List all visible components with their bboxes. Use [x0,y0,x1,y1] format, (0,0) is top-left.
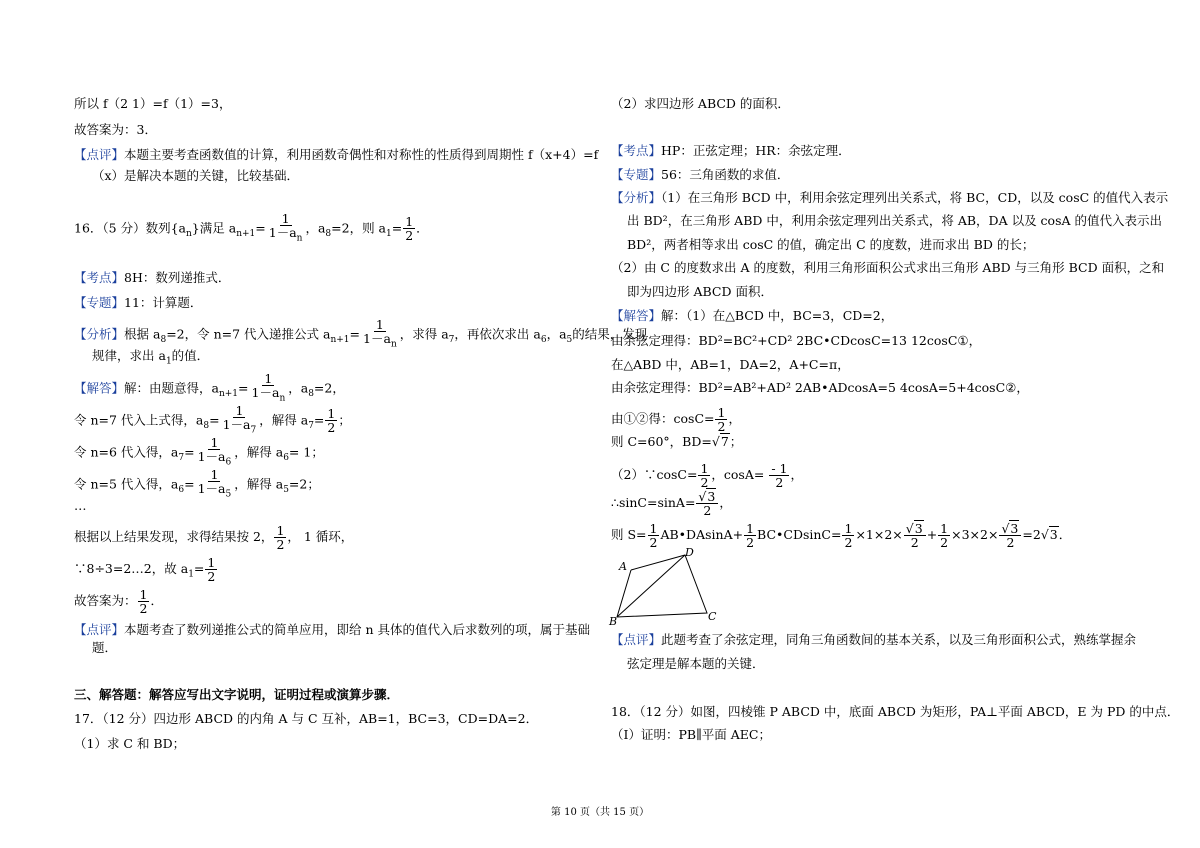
solution-line: ∴sinC=sinA= $\frac{√3}{2}$ ， [611,489,732,518]
question-17-part2: （2）求四边形 ABCD 的面积． [611,96,790,111]
solution-line: 在△ABD 中，AB=1，DA=2，A+C=π， [611,357,850,372]
fenxi-line-4: （2）由 C 的度数求出 A 的度数，利用三角形面积公式求出三角形 ABD 与三角形 BCD 面积，之和 [611,260,1165,275]
solution-line: 由余弦定理得：BD²=BC²+CD² 2BC•CDcosC=13 12cosC①， [611,333,982,348]
fenxi-line: 【分析】（1）在三角形 BCD 中，利用余弦定理列出关系式，将 BC，CD，以及 cosC 的值代入表示 [611,190,1169,205]
text-line: 故答案为：3． [74,122,157,137]
step-n7: 令 n=7 代入上式得，$a_8=$ $\frac{1}{1-a_7}$ ，解得 $a_7=$ $\frac{1}{2}$ ； [74,403,351,436]
step-n6: 令 n=6 代入得，$a_7=$ $\frac{1}{1-a_6}$ ，解得 $a_6= 1$； [74,435,324,468]
fraction: $\frac{1}{1-a_n}$ [268,211,303,244]
zhuanti-line: 【专题】56：三角函数的求值． [611,167,790,182]
vertex-label-b: B [609,615,618,627]
comment-tag: 【点评】 [74,147,125,162]
kaodian-line: 【考点】HP：正弦定理；HR：余弦定理． [611,143,851,158]
section-heading: 三、解答题：解答应写出文字说明，证明过程或演算步骤． [74,687,400,702]
question-17: 17．（12 分）四边形 ABCD 的内角 A 与 C 互补，AB=1，BC=3，CD=DA=2． [74,711,539,726]
question-16: 16．（5 分）数列$\{a_n\}$满足 $a_{n+1}=$ $\frac{1}{1-a_n}$ ，$a_8=2$，则 $a_1=$ $\frac{1}{2}$ ． [74,211,429,244]
text-line: 所以 f（2 1）=f（1）=3， [74,96,232,111]
fenxi-line-5: 即为四边形 ABCD 面积． [627,284,773,299]
solution-line: 由余弦定理得：BD²=AB²+AD² 2AB•ADcosA=5 4cosA=5+4cosC②， [611,380,1029,395]
vertex-label-a: A [619,560,627,573]
fenxi-line-2: 出 BD²，在三角形 ABD 中，利用余弦定理列出关系式，将 AB，DA 以及 cosA 的值代入表示出 [627,213,1162,228]
solution-line: （2）∵cosC= $\frac{1}{2}$ ，cosA= $\frac{- 1}{2}$ ， [611,461,803,490]
comment-line [74,147,598,163]
zhuanti-line: 【专题】11：计算题． [74,295,203,310]
comment-line: 【点评】本题考查了数列递推公式的简单应用，即给 n 具体的值代入后求数列的项，属于基础 [74,622,591,637]
comment-text: 本题主要考查函数值的计算，利用函数奇偶性和对称性的性质得到周期性 f（x+4）=f [124,147,599,162]
because-line: ∵8÷3=2…2，故 $a_1=$ $\frac{1}{2}$ [74,555,216,584]
question-18-part1: （Ⅰ）证明：PB∥平面 AEC； [611,727,771,742]
quadrilateral-figure [605,545,725,627]
question-17-part1: （1）求 C 和 BD； [74,736,186,751]
fenxi-line-2: 规律，求出 $a_1$的值． [92,348,210,367]
vertex-label-c: C [708,610,717,623]
jieda-line: 【解答】解：（1）在△BCD 中，BC=3，CD=2， [611,308,894,323]
kaodian-line: 【考点】8H：数列递推式． [74,270,231,285]
comment-line-2: 弦定理是解本题的关键． [627,656,765,671]
rule-line: 根据以上结果发现，求得结果按 2， $\frac{1}{2}$ ， 1 循环， [74,523,354,552]
vertex-label-d: D [685,546,694,559]
text-line: （x）是解决本题的关键，比较基础． [92,168,300,183]
area-formula: 则 S= $\frac{1}{2}$ AB•DAsinA+ $\frac{1}{2}$ BC•CDsinC= $\frac{1}{2}$ ×1×2× $\frac{√3}{2}$ + $\frac{1}{2}$ ×3×2× $\frac{√3}{2}$ =2√3． [611,521,1072,550]
comment-line-2: 题． [92,640,118,655]
jieda-line: 【解答】解：由题意得，$a_{n+1}=$ $\frac{1}{1-a_n}$ ，$a_8=2$， [74,371,345,404]
comment-line: 【点评】此题考查了余弦定理，同角三角函数间的基本关系，以及三角形面积公式，熟练掌握余 [611,632,1137,647]
ellipsis: … [74,498,87,513]
fenxi-line-3: BD²，两者相等求出 cosC 的值，确定出 C 的度数，进而求出 BD 的长； [627,237,1035,252]
answer-line: 故答案为： $\frac{1}{2}$ ． [74,587,163,616]
answer-fraction: $\frac{1}{2}$ [405,214,414,244]
question-18: 18．（12 分）如图，四棱锥 P ABCD 中，底面 ABCD 为矩形，PA⊥平面 ABCD，E 为 PD 的中点． [611,704,1180,719]
solution-line: 则 C=60°，BD=√7； [611,434,743,449]
page-footer: 第 10 页（共 15 页） [550,807,650,818]
step-n5: 令 n=5 代入得，$a_6=$ $\frac{1}{1-a_5}$ ，解得 $a_5=2$； [74,467,320,500]
solution-line: 由①②得：cosC= $\frac{1}{2}$ ， [611,405,741,434]
fenxi-line: 【分析】根据 $a_8=2$，令 n=7 代入递推公式 $a_{n+1}=$ $\frac{1}{1-a_n}$ ，求得 $a_7$，再依次求出 $a_6$，$a_5$的结果，发现 [74,317,648,350]
